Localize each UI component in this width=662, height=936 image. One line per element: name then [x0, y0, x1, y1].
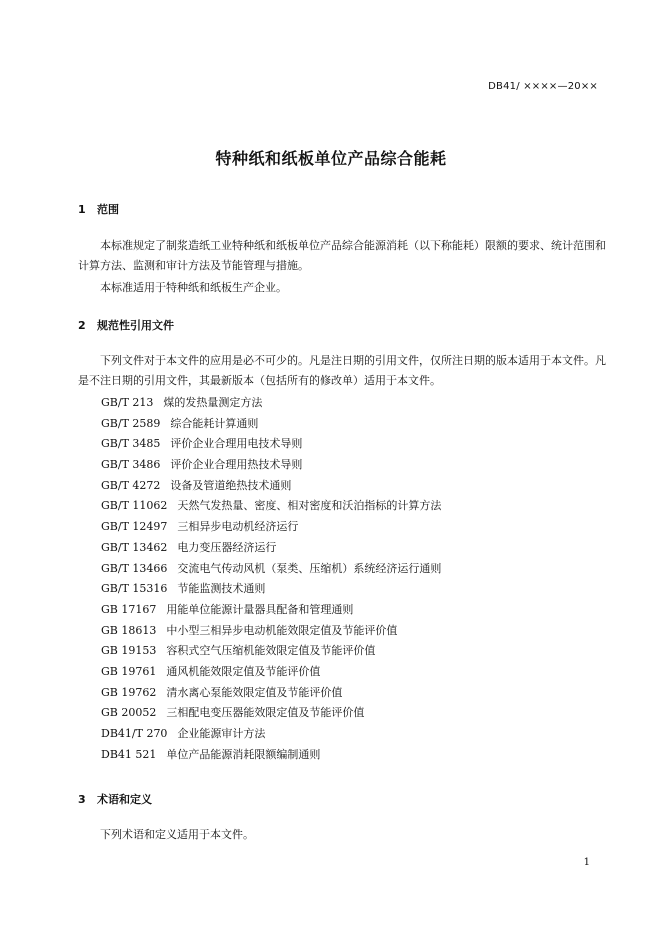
reference-item [101, 703, 441, 724]
reference-title: 设备及管道绝热技术通则 [170, 478, 292, 492]
reference-item [101, 559, 441, 580]
reference-item [101, 745, 441, 766]
scope-paragraph-1: 本标准规定了制浆造纸工业特种纸和纸板单位产品综合能源消耗（以下称能耗）限额的要求、统计范围和计算方法、监测和审计方法及节能管理与措施。 [78, 239, 606, 272]
reference-code: GB 19761 [101, 664, 157, 678]
section-number: 1 [78, 203, 86, 216]
reference-title: 评价企业合理用热技术导则 [170, 458, 303, 472]
section-3-heading [78, 791, 152, 807]
reference-title: 通风机能效限定值及节能评价值 [166, 664, 321, 678]
section-title: 规范性引用文件 [97, 319, 174, 332]
reference-item [101, 724, 441, 745]
reference-list [101, 393, 441, 765]
reference-code: GB/T 13466 [101, 561, 168, 575]
reference-code: GB/T 13462 [101, 540, 168, 554]
reference-code: GB 17167 [101, 602, 157, 616]
reference-item [101, 517, 441, 538]
reference-title: 单位产品能源消耗限额编制通则 [166, 747, 321, 761]
section-number: 2 [78, 319, 86, 332]
reference-item [101, 641, 441, 662]
reference-code: DB41/T 270 [101, 727, 168, 740]
reference-title: 电力变压器经济运行 [177, 540, 277, 554]
reference-title: 容积式空气压缩机能效限定值及节能评价值 [166, 644, 376, 658]
reference-title: 交流电气传动风机（泵类、压缩机）系统经济运行通则 [177, 561, 442, 575]
reference-item [101, 414, 441, 435]
reference-title: 煤的发热量测定方法 [163, 396, 263, 409]
reference-item [101, 538, 441, 559]
reference-title: 中小型三相异步电动机能效限定值及节能评价值 [166, 623, 398, 637]
document-code: DB41/ ××××—20×× [488, 81, 598, 92]
reference-item [101, 455, 441, 476]
reference-title: 三相异步电动机经济运行 [177, 520, 299, 534]
reference-title: 三相配电变压器能效限定值及节能评价值 [166, 706, 365, 720]
reference-item [101, 662, 441, 683]
reference-code: GB/T 12497 [101, 520, 168, 534]
reference-title: 用能单位能源计量器具配备和管理通则 [166, 602, 354, 616]
section-title: 术语和定义 [97, 793, 152, 806]
references-intro: 下列文件对于本文件的应用是必不可少的。凡是注日期的引用文件，仅所注日期的版本适用于本文件。凡是不注日期的引用文件，其最新版本（包括所有的修改单）适用于本文件。 [78, 354, 606, 387]
page-number: 1 [583, 857, 590, 868]
reference-item [101, 393, 441, 414]
reference-item [101, 683, 441, 704]
terms-intro: 下列术语和定义适用于本文件。 [100, 828, 254, 841]
reference-item [101, 621, 441, 642]
reference-item [101, 600, 441, 621]
section-2-heading [78, 317, 174, 333]
reference-title: 天然气发热量、密度、相对密度和沃泊指标的计算方法 [177, 499, 442, 513]
reference-code: GB/T 11062 [101, 499, 168, 513]
reference-code: GB 19762 [101, 685, 157, 699]
reference-code: GB/T 2589 [101, 416, 161, 430]
reference-code: GB/T 213 [101, 396, 154, 409]
reference-code: GB 19153 [101, 644, 157, 658]
reference-item [101, 434, 441, 455]
reference-code: GB 18613 [101, 623, 157, 637]
reference-code: GB/T 3485 [101, 437, 161, 451]
reference-item [101, 579, 441, 600]
reference-title: 综合能耗计算通则 [170, 416, 259, 430]
reference-code: GB/T 3486 [101, 458, 161, 472]
scope-paragraph-2: 本标准适用于特种纸和纸板生产企业。 [100, 281, 287, 294]
reference-code: DB41 521 [101, 747, 157, 761]
section-1-heading [78, 201, 119, 217]
reference-item [101, 496, 441, 517]
reference-title: 企业能源审计方法 [177, 727, 266, 740]
reference-title: 评价企业合理用电技术导则 [170, 437, 303, 451]
reference-code: GB/T 4272 [101, 478, 161, 492]
reference-code: GB 20052 [101, 706, 157, 720]
section-title: 范围 [97, 203, 119, 216]
reference-code: GB/T 15316 [101, 582, 168, 596]
document-title: 特种纸和纸板单位产品综合能耗 [215, 149, 447, 168]
reference-title: 节能监测技术通则 [177, 582, 266, 596]
section-number: 3 [78, 793, 86, 806]
reference-title: 清水离心泵能效限定值及节能评价值 [166, 685, 343, 699]
reference-item [101, 476, 441, 497]
